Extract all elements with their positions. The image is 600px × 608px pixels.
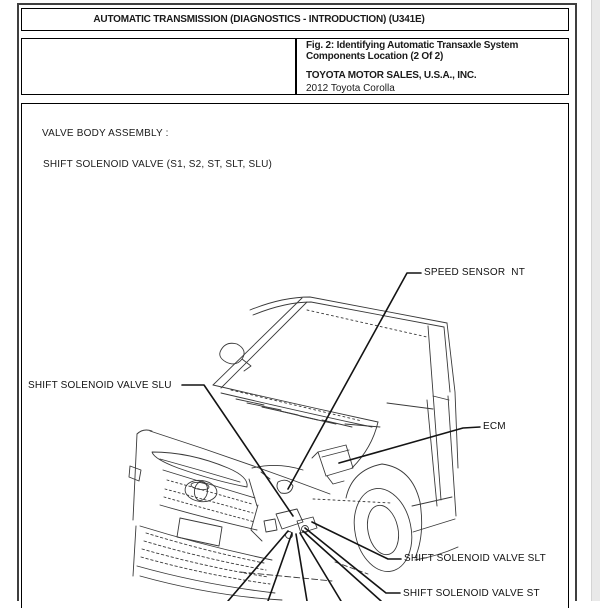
leader-st: [305, 528, 400, 593]
ecm-unit: [312, 445, 353, 484]
toyota-emblem-icon: [184, 478, 219, 503]
leader-fan-5: [303, 531, 381, 601]
figure-note-valve-body: VALVE BODY ASSEMBLY :: [42, 128, 169, 139]
leader-ecm: [339, 427, 480, 463]
leader-fan-2: [268, 533, 292, 601]
label-shift-solenoid-valve-slu: SHIFT SOLENOID VALVE SLU: [28, 380, 172, 391]
publisher-line: TOYOTA MOTOR SALES, U.S.A., INC.: [306, 70, 477, 81]
vehicle-line: 2012 Toyota Corolla: [306, 83, 395, 94]
figure-note-shift-solenoid: SHIFT SOLENOID VALVE (S1, S2, ST, SLT, SLU): [43, 159, 273, 170]
label-speed-sensor-nt: SPEED SENSOR NT: [424, 267, 525, 278]
leader-slu: [182, 385, 293, 516]
leader-fan-3: [296, 534, 307, 601]
label-shift-solenoid-valve-st: SHIFT SOLENOID VALVE ST: [403, 588, 540, 599]
page-title: AUTOMATIC TRANSMISSION (DIAGNOSTICS - INTRODUCTION) (U341E): [93, 14, 425, 25]
leader-fan-4: [300, 533, 341, 601]
figure-caption-title: Fig. 2: Identifying Automatic Transaxle System Components Location (2 Of 2): [306, 40, 519, 62]
label-ecm: ECM: [483, 421, 506, 432]
label-shift-solenoid-valve-slt: SHIFT SOLENOID VALVE SLT: [404, 553, 546, 564]
leader-lines: [182, 273, 480, 601]
